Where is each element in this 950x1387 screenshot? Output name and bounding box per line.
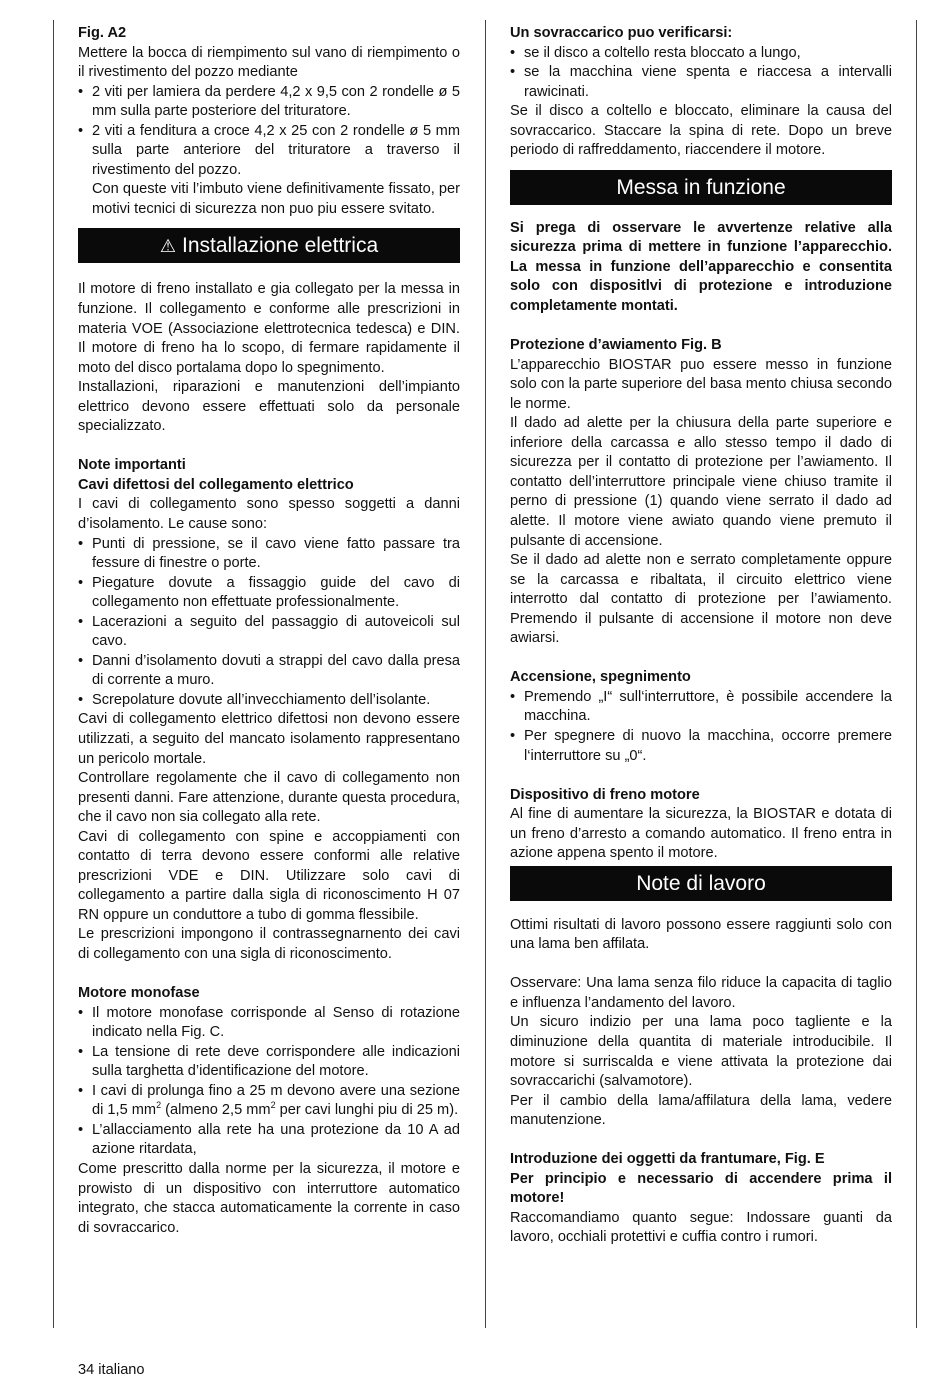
- list-item: • 2 viti per lamiera da perdere 4,2 x 9,5 con 2 rondelle ø 5 mm sulla parte posteriore del trituratore.: [78, 83, 460, 122]
- lavoro-paragraph: Osservare: Una lama senza filo riduce la capacita di taglio e influenza l’andamento del lavoro.: [510, 975, 892, 1011]
- list-item: • Per spegnere di nuovo la macchina, occorre premere l‘interruttore su „0“.: [510, 727, 892, 766]
- list-item: • se il disco a coltello resta bloccato a lungo,: [510, 44, 892, 64]
- right-column: [510, 24, 892, 1248]
- fig-a2-note: Con queste viti l’imbuto viene definitivamente fissato, per motivi tecnici di sicurezza non puo piu essere svitato.: [92, 181, 460, 217]
- right-margin-rule: [916, 20, 917, 1328]
- list-item: • 2 viti a fenditura a croce 4,2 x 25 con 2 rondelle ø 5 mm sulla parte anteriore del trituratore a traverso il rivestimento del pozzo.: [78, 122, 460, 181]
- section-banner-funzione: [510, 170, 892, 205]
- page-footer: [78, 1362, 145, 1378]
- cavi-paragraph: Cavi di collegamento elettrico difettosi non devono essere utilizzati, a seguito del mancato isolamento rappresentano un pericolo mortale.: [78, 711, 460, 767]
- section-banner-lavoro: [510, 866, 892, 901]
- column-divider: [485, 20, 486, 1328]
- protezione-heading: Protezione d’awiamento Fig. B: [510, 337, 722, 354]
- motore-paragraph: Come prescritto dalla norme per la sicurezza, il motore e prowisto di un dispositivo con interruttore automatico integrato, che stacca automaticamente la corrente in caso di sovraccarico.: [78, 1160, 460, 1236]
- introduzione-paragraph: Raccomandiamo quanto segue: Indossare guanti da lavoro, occhiali protettivi e cuffia contro i rumori.: [510, 1209, 892, 1246]
- freno-paragraph: Al fine di aumentare la sicurezza, la BIOSTAR e dotata di un freno d’arresto a comando automatico. Il freno entra in azione appena spento il motore.: [510, 806, 892, 862]
- sovraccarico-paragraph: Se il disco a coltello e bloccato, eliminare la causa del sovraccarico. Staccare la spina di rete. Dopo un breve periodo di raffreddamento, riaccendere il motore.: [510, 103, 892, 159]
- list-item: • Il motore monofase corrisponde al Senso di rotazione indicato nella Fig. C.: [78, 1004, 460, 1043]
- funzione-warning: Si prega di osservare le avvertenze relative alla sicurezza prima di mettere in funzione l’apparecchio. La messa in funzione dell’apparecchio e consentita solo con dispositlvi di protezione e introduzione completamente montati.: [510, 219, 892, 315]
- cavi-heading: Cavi difettosi del collegamento elettrico: [78, 476, 354, 493]
- list-item: • Danni d’isolamento dovuti a strappi del cavo dalla presa di corrente a muro.: [78, 652, 460, 691]
- protezione-paragraph: L’apparecchio BIOSTAR puo essere messo in funzione solo con la parte superiore del basa mento chiusa secondo le norme.: [510, 356, 892, 412]
- warning-triangle-icon: ⚠: [159, 236, 177, 257]
- protezione-paragraph: Il dado ad alette per la chiusura della parte superiore e inferiore della carcassa e allo stesso tempo il dado di sicurezza per il contatto di protezione per l’awiamento. Il contatto dell’interruttore principale viene chiuso tramite il perno di pressione (1) quando viene serrato il dado ad alette. Il motore viene awiato quando viene premuto il pulsante di accensione.: [510, 415, 892, 549]
- introduzione-warning: Per principio e necessario di accendere prima il motore!: [510, 1170, 892, 1207]
- left-column: [78, 24, 460, 1238]
- introduzione-heading: Introduzione dei oggetti da frantumare, Fig. E: [510, 1151, 825, 1168]
- list-item: • Piegature dovute a fissaggio guide del cavo di collegamento non effettuate professionalmente.: [78, 574, 460, 613]
- elettrica-paragraph: Installazioni, riparazioni e manutenzioni dell’impianto elettrico devono essere effettuati solo da personale specializzato.: [78, 379, 460, 435]
- list-item: • se la macchina viene spenta e riaccesa a intervalli rawicinati.: [510, 63, 892, 102]
- list-item: • Premendo „I“ sull‘interruttore, è possibile accendere la macchina.: [510, 688, 892, 727]
- banner-label: Messa in funzione: [616, 175, 786, 199]
- list-item: • Punti di pressione, se il cavo viene fatto passare tra fessure di finestre o porte.: [78, 535, 460, 574]
- lavoro-paragraph: Ottimi risultati di lavoro possono essere raggiunti solo con una lama ben affilata.: [510, 916, 892, 953]
- freno-heading: Dispositivo di freno motore: [510, 786, 700, 803]
- motore-heading: Motore monofase: [78, 985, 200, 1002]
- page-number: 34: [78, 1362, 95, 1378]
- sovraccarico-list: [510, 44, 892, 103]
- list-item: • I cavi di prolunga fino a 25 m devono avere una sezione di 1,5 $mm^2$ (almeno 2,5 $mm^2$ per cavi lunghi piu di 25 m).: [78, 1082, 460, 1121]
- sovraccarico-heading: Un sovraccarico puo verificarsi:: [510, 25, 733, 41]
- banner-label: Installazione elettrica: [182, 234, 379, 258]
- cavi-intro: I cavi di collegamento sono spesso soggetti a danni d’isolamento. Le cause sono:: [78, 496, 460, 532]
- lavoro-paragraph: Per il cambio della lama/affilatura della lama, vedere manutenzione.: [510, 1092, 892, 1129]
- accensione-heading: Accensione, spegnimento: [510, 669, 691, 686]
- list-item: • Screpolature dovute all’invecchiamento dell’isolante.: [78, 691, 460, 711]
- list-item: • Lacerazioni a seguito del passaggio di autoveicoli sul cavo.: [78, 613, 460, 652]
- banner-label: Note di lavoro: [636, 871, 766, 895]
- fig-a2-title: Fig. A2: [78, 25, 127, 41]
- section-banner-elettrica: [78, 228, 460, 263]
- elettrica-paragraph: Il motore di freno installato e gia collegato per la messa in funzione. Il collegamento e conforme alle prescrizioni in materia VOE (Associazione elettrotecnica tedesca) e DIN. Il motore di freno ha lo scopo, di fermare rapidamente il moto del disco portalama dopo lo spegnimento.: [78, 281, 460, 376]
- protezione-paragraph: Se il dado ad alette non e serrato completamente oppure se la carcassa e ribaltata, il circuito elettrico viene interrotto dal contatto di protezione per l’awiamento. Premendo il pulsante di accensione il motore non deve awiarsi.: [510, 552, 892, 647]
- list-item: • La tensione di rete deve corrispondere alle indicazioni sulla targhetta d’identificazione del motore.: [78, 1043, 460, 1082]
- fig-a2-intro: Mettere la bocca di riempimento sul vano di riempimento o il rivestimento del pozzo mediante: [78, 44, 460, 81]
- footer-language: italiano: [98, 1362, 145, 1378]
- cavi-paragraph: Cavi di collegamento con spine e accoppiamenti con contatto di terra devono essere conformi alle relative prescrizioni VDE e DIN. Utilizzare solo cavi di collegamento a partire dalla sigla di riconoscimento H 07 RN oppure un conduttore a tubo di gomma flessibile.: [78, 828, 460, 923]
- left-margin-rule: [53, 20, 54, 1328]
- cavi-paragraph: Le prescrizioni impongono il contrassegnarnento dei cavi di collegamento con una sigla di riconoscimento.: [78, 926, 460, 963]
- motore-list: [78, 1004, 460, 1160]
- fig-a2-list: [78, 83, 460, 181]
- cavi-list: [78, 535, 460, 711]
- note-importanti-heading: Note importanti: [78, 457, 186, 474]
- cavi-paragraph: Controllare regolamente che il cavo di collegamento non presenti danni. Fare attenzione, durante questa procedura, che il cavo non sia collegato alla rete.: [78, 770, 460, 826]
- accensione-list: [510, 688, 892, 766]
- list-item: • L’allacciamento alla rete ha una protezione da 10 A ad azione ritardata,: [78, 1121, 460, 1160]
- lavoro-paragraph: Un sicuro indizio per una lama poco tagliente e la diminuzione della quantita di materiale introducibile. Il motore si surriscalda e viene attivata la protezione dai sovraccarichi (salvamotore).: [510, 1014, 892, 1090]
